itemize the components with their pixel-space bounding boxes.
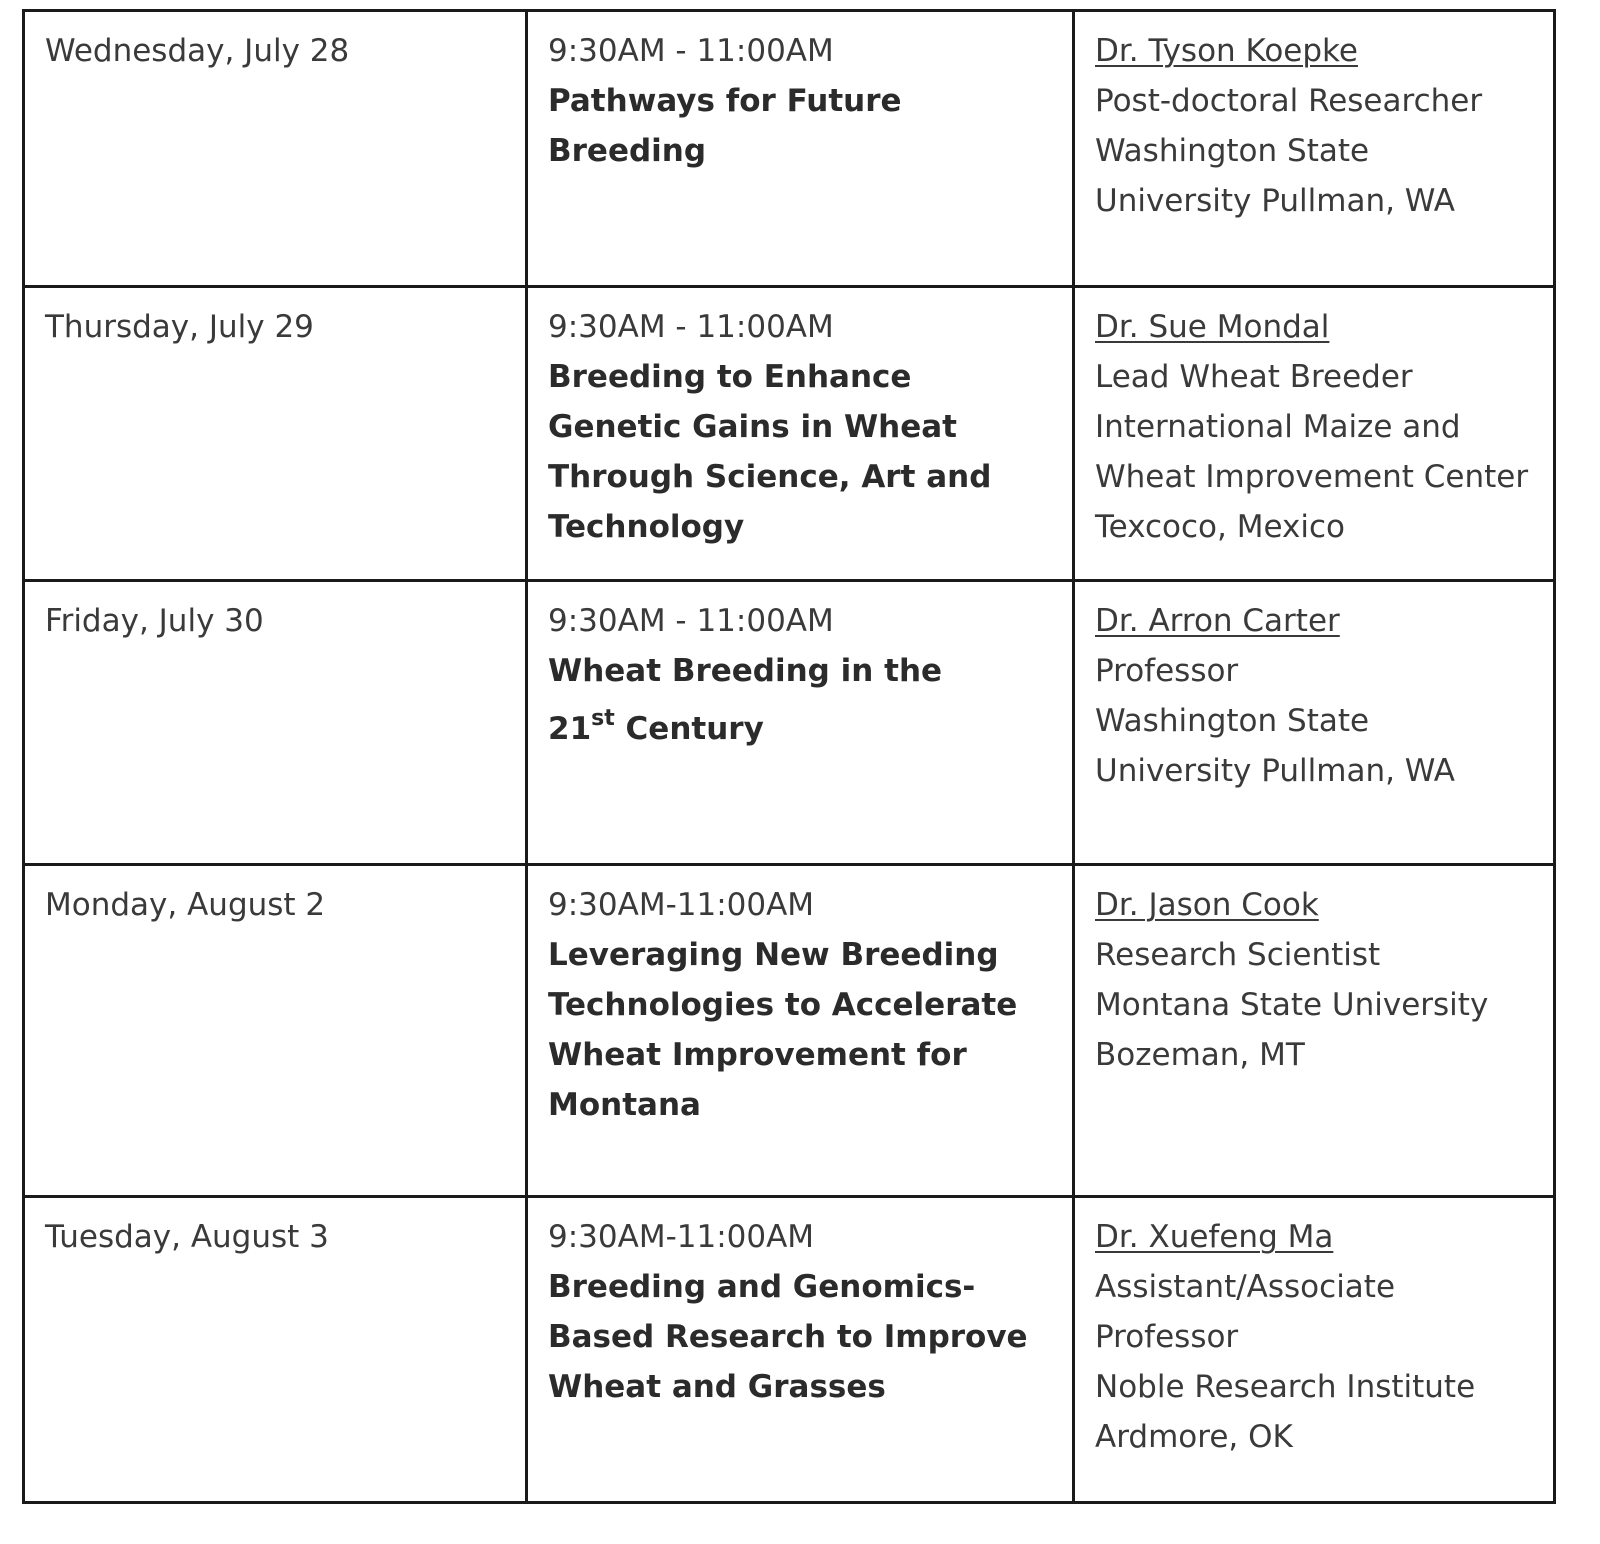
session-cell bbox=[527, 1197, 1074, 1503]
table-row bbox=[24, 287, 1555, 581]
speaker-name-link[interactable]: Dr. Sue Mondal bbox=[1095, 309, 1330, 345]
speaker-name-link[interactable]: Dr. Jason Cook bbox=[1095, 887, 1319, 923]
session-cell bbox=[527, 581, 1074, 865]
session-time: 9:30AM-11:00AM bbox=[548, 1219, 815, 1255]
session-time: 9:30AM - 11:00AM bbox=[548, 603, 834, 639]
table-row bbox=[24, 11, 1555, 287]
speaker-org: Montana State University Bozeman, MT bbox=[1095, 987, 1489, 1073]
speaker-cell bbox=[1074, 287, 1555, 581]
century-word: Century bbox=[614, 711, 764, 747]
session-date: Thursday, July 29 bbox=[45, 309, 314, 345]
talk-title: Breeding and Genomics-Based Research to Improve Wheat and Grasses bbox=[548, 1269, 1028, 1405]
speaker-org: Washington State University Pullman, WA bbox=[1095, 703, 1455, 789]
speaker-cell bbox=[1074, 1197, 1555, 1503]
table-row bbox=[24, 581, 1555, 865]
session-date: Monday, August 2 bbox=[45, 887, 326, 923]
speaker-name-link[interactable]: Dr. Xuefeng Ma bbox=[1095, 1219, 1334, 1255]
session-time: 9:30AM-11:00AM bbox=[548, 887, 815, 923]
century-number: 21 bbox=[548, 711, 592, 747]
speaker-title: Assistant/Associate Professor bbox=[1095, 1269, 1396, 1355]
talk-title: Leveraging New Breeding Technologies to Accelerate Wheat Improvement for Montana bbox=[548, 937, 1018, 1123]
speaker-title: Lead Wheat Breeder bbox=[1095, 359, 1413, 395]
session-date: Tuesday, August 3 bbox=[45, 1219, 329, 1255]
session-cell bbox=[527, 287, 1074, 581]
talk-title: Pathways for Future Breeding bbox=[548, 83, 902, 169]
speaker-cell bbox=[1074, 865, 1555, 1197]
session-cell bbox=[527, 11, 1074, 287]
speaker-title: Research Scientist bbox=[1095, 937, 1381, 973]
date-cell bbox=[24, 1197, 527, 1503]
talk-title-line-1: Wheat Breeding in the bbox=[548, 653, 943, 689]
talk-title: Breeding to Enhance Genetic Gains in Wheat Through Science, Art and Technology bbox=[548, 359, 992, 545]
table-row bbox=[24, 1197, 1555, 1503]
speaker-title: Post-doctoral Researcher bbox=[1095, 83, 1483, 119]
date-cell bbox=[24, 287, 527, 581]
speaker-org: Noble Research Institute Ardmore, OK bbox=[1095, 1369, 1476, 1455]
speaker-org: International Maize and Wheat Improvement Center Texcoco, Mexico bbox=[1095, 409, 1529, 545]
date-cell bbox=[24, 581, 527, 865]
speaker-org: Washington State University Pullman, WA bbox=[1095, 133, 1455, 219]
schedule-table bbox=[22, 9, 1556, 1504]
speaker-title: Professor bbox=[1095, 653, 1239, 689]
session-cell bbox=[527, 865, 1074, 1197]
session-time: 9:30AM - 11:00AM bbox=[548, 33, 834, 69]
date-cell bbox=[24, 865, 527, 1197]
speaker-name-link[interactable]: Dr. Tyson Koepke bbox=[1095, 33, 1358, 69]
speaker-cell bbox=[1074, 11, 1555, 287]
talk-title bbox=[548, 646, 1054, 754]
session-time: 9:30AM - 11:00AM bbox=[548, 309, 834, 345]
date-cell bbox=[24, 11, 527, 287]
ordinal-suffix: st bbox=[591, 706, 615, 731]
speaker-cell bbox=[1074, 581, 1555, 865]
table-row bbox=[24, 865, 1555, 1197]
talk-title-line-2 bbox=[548, 704, 1054, 754]
session-date: Wednesday, July 28 bbox=[45, 33, 350, 69]
session-date: Friday, July 30 bbox=[45, 603, 264, 639]
speaker-name-link[interactable]: Dr. Arron Carter bbox=[1095, 603, 1340, 639]
